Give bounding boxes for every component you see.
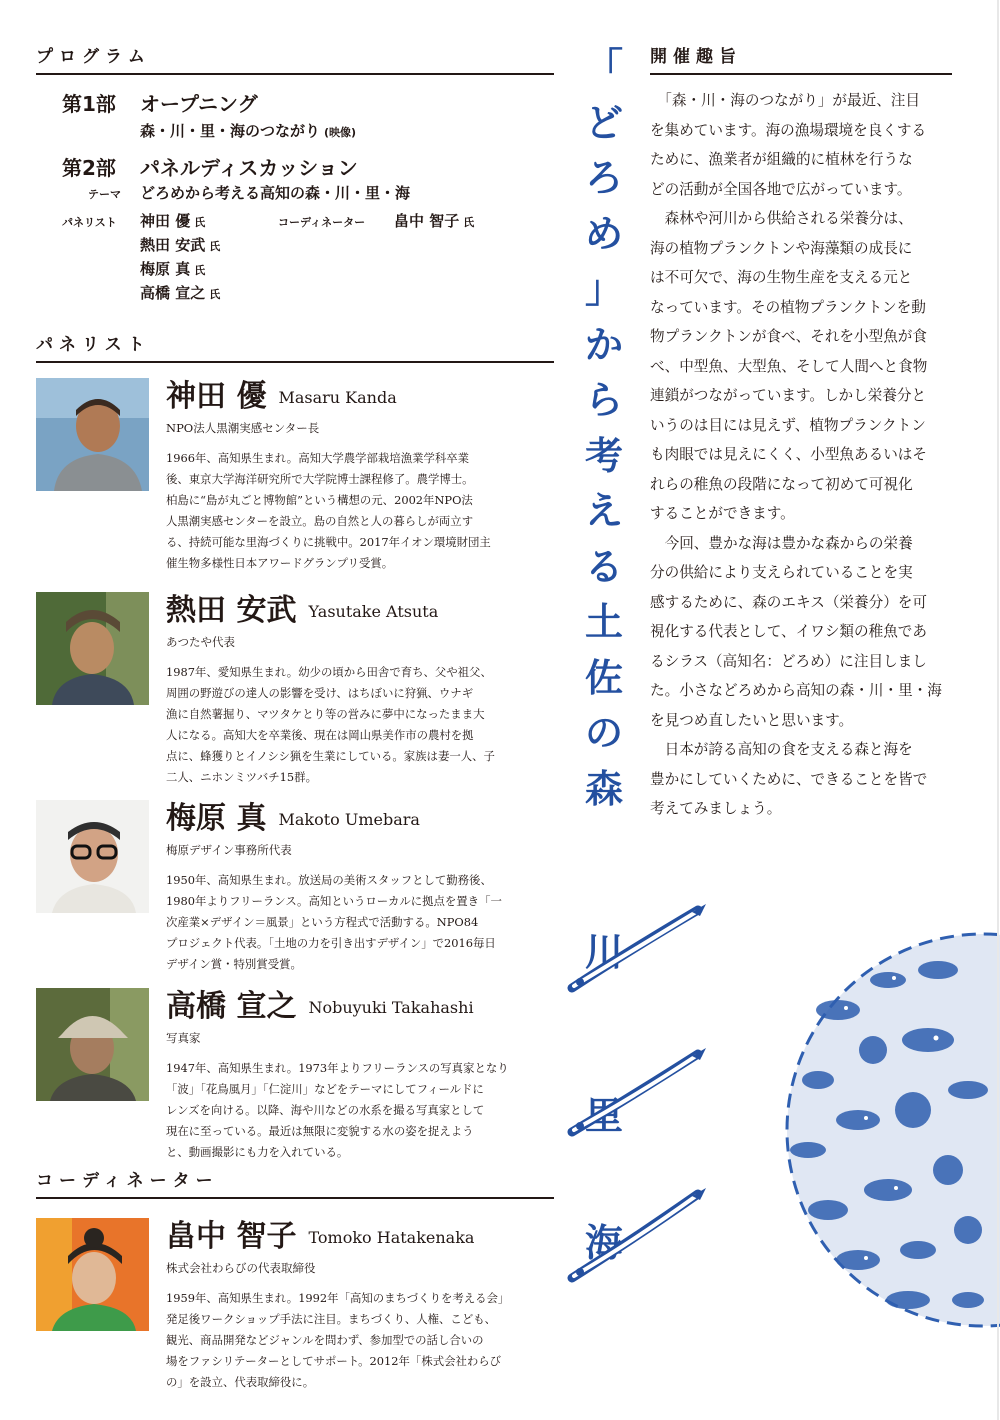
part2-title: パネルディスカッション [140, 156, 358, 180]
bio-line: 次産業×デザイン＝風景」という方程式で活動する。NPO84 [166, 915, 479, 929]
panelist-card [36, 800, 556, 970]
honorific: 氏 [463, 216, 475, 229]
panelist-bio [166, 662, 556, 788]
bio-line: 発足後ワークショップ手法に注目。まちづくり、人権、こども、 [166, 1312, 496, 1326]
title-char: か [584, 322, 623, 367]
title-char: 海 [584, 1221, 623, 1265]
bio-line: る、持続可能な里海づくりに挑戦中。2017年イオン環境財団主 [166, 535, 491, 549]
program-panelist-3 [140, 258, 205, 279]
roman-name: Nobuyuki Takahashi [308, 998, 474, 1017]
coordinator-bio [166, 1288, 556, 1393]
name-text: 高橋 宣之 [166, 989, 297, 1024]
name-text: 梅原 真 [166, 801, 267, 836]
program-coordinator [394, 210, 474, 231]
panelist-photo-umebara [36, 800, 149, 913]
title-char: え [584, 489, 623, 533]
bio-line: 漁に自然薯掘り、マツタケとり等の営みに夢中になったまま大 [166, 707, 485, 721]
body-line: 感するために、森のエキス（栄養分）を可 [650, 593, 927, 611]
body-line: を集めています。海の漁場環境を良くする [650, 121, 927, 139]
body-line: いうのは目には見えず、植物プランクトン [650, 416, 926, 434]
bio-line: 1959年、高知県生まれ。1992年「高知のまちづくりを考える会」 [166, 1291, 510, 1305]
coordinator-name [166, 1218, 474, 1257]
bio-line: 1987年、愛知県生まれ。幼少の頃から田舎で育ち、父や祖父、 [166, 665, 492, 679]
body-line: べ、中型魚、大型魚、そして人間へと食物 [650, 357, 928, 375]
title-char: ら [584, 378, 623, 422]
panelist-photo-atsuta [36, 592, 149, 705]
panelist-card [36, 378, 556, 568]
theme-label: テーマ [88, 188, 121, 201]
part1-sub-text: 森・川・里・海のつながり [140, 122, 321, 140]
panelist-bio [166, 448, 556, 574]
bio-line: プロジェクト代表。「土地の力を引き出すデザイン」で2016毎日 [166, 936, 496, 950]
honorific: 氏 [209, 288, 221, 301]
bio-line: 柏島に“島が丸ごと博物館”という構想の元、2002年NPO法 [166, 493, 473, 507]
bio-line: 人になる。高知大を卒業後、現在は岡山県美作市の農村を拠 [166, 728, 474, 742]
program-panelist-name: 梅原 真 [140, 260, 191, 278]
fish-icon [560, 900, 710, 1000]
part1-title: オープニング [140, 92, 258, 116]
part2-label: 第2部 [62, 156, 116, 180]
body-line: 豊かにしていくために、できることを皆で [650, 770, 928, 788]
title-char: め [584, 211, 623, 256]
bio-line: 人黒潮実感センターを設立。島の自然と人の暮らしが両立す [166, 514, 474, 528]
panelist-title: あつたや代表 [166, 635, 235, 649]
body-line: することができます。 [650, 505, 795, 522]
title-char: る [584, 544, 623, 589]
body-line: 物プランクトンが食べ、それを小型魚が食 [650, 328, 927, 345]
bio-line: 1980年よりフリーランス。高知というローカルに拠点を置き「一 [166, 894, 502, 908]
bio-line: 1950年、高知県生まれ。放送局の美術スタッフとして勤務後、 [166, 873, 492, 887]
roman-name: Yasutake Atsuta [308, 602, 439, 621]
bio-line: 場をファシリテーターとしてサポート。2012年「株式会社わらび [166, 1354, 502, 1368]
bio-line: 「波」「花鳥風月」「仁淀川」などをテーマにしてフィールドに [166, 1082, 484, 1096]
bio-line: 現在に至っている。最近は無限に変貌する水の姿を捉えよう [166, 1124, 474, 1138]
body-line: を見つめ直したいと思います。 [650, 711, 854, 729]
title-char: 里 [584, 1093, 623, 1138]
roman-name: Tomoko Hatakenaka [308, 1228, 475, 1247]
title-char: 土 [584, 600, 623, 644]
panelist-name [166, 800, 420, 839]
panelist-label: パネリスト [62, 216, 117, 229]
program-panelist-2 [140, 234, 220, 255]
panelist-card [36, 592, 556, 782]
program-heading: プログラム [36, 42, 554, 75]
bio-line: 観光、商品開発などジャンルを問わず、参加型での話し合いの [166, 1333, 484, 1347]
bio-line: と、動画撮影にも力を入れている。 [166, 1145, 349, 1159]
body-line: 今回、豊かな海は豊かな森からの栄養 [650, 534, 913, 552]
program-panelist-4 [140, 282, 220, 303]
coordinator-heading: コーディネーター [36, 1166, 554, 1199]
coordinator-label: コーディネーター [278, 216, 366, 229]
coordinator-card [36, 1218, 556, 1388]
panelist-name [166, 378, 397, 417]
panelist-bio [166, 870, 556, 975]
body-line: 連鎖がつながっています。しかし栄養分と [650, 387, 927, 404]
name-text: 畠中 智子 [166, 1219, 297, 1254]
name-text: 神田 優 [166, 379, 267, 414]
purpose-heading: 開催趣旨 [650, 42, 952, 75]
body-line: 日本が誇る高知の食を支える森と海を [650, 741, 913, 758]
coordinator-photo-hatakenaka [36, 1218, 149, 1331]
body-line: 分の供給により支えられていることを実 [650, 564, 913, 581]
title-char: 「 [584, 45, 623, 89]
purpose-body [650, 86, 960, 824]
bio-line: レンズを向ける。以降、海や川などの水系を撮る写真家として [166, 1103, 485, 1117]
program-panelist-name: 熱田 安武 [140, 236, 206, 254]
body-line: 視化する代表として、イワシ類の稚魚であ [650, 623, 927, 640]
roman-name: Makoto Umebara [278, 810, 420, 829]
roman-name: Masaru Kanda [278, 388, 397, 407]
body-line: るシラス（高知名：どろめ）に注目しまし [650, 652, 927, 670]
part1-sub-note: (映像) [324, 126, 357, 139]
panelist-title: NPO法人黒潮実感センター長 [166, 421, 320, 435]
panelist-name [166, 988, 474, 1027]
honorific: 氏 [194, 216, 206, 229]
body-line: 「森・川・海のつながり」が最近、注目 [650, 92, 920, 109]
panelist-title: 写真家 [166, 1031, 201, 1045]
title-char: 佐 [584, 655, 623, 700]
body-line: 考えてみましょう。 [650, 800, 782, 817]
fish-icon [560, 1180, 710, 1290]
bio-line: 催生物多様性日本アワードグランプリ受賞。 [166, 556, 394, 570]
bio-line: 1966年、高知県生まれ。高知大学農学部栽培漁業学科卒業 [166, 451, 470, 465]
fish-icon [560, 1040, 710, 1140]
bio-line: の」を設立、代表取締役に。 [166, 1375, 315, 1389]
title-char: ど [584, 100, 623, 145]
body-line: れらの稚魚の段階になって初めて可視化 [650, 475, 913, 493]
page-edge [997, 0, 999, 1420]
panelist-photo-kanda [36, 378, 149, 491]
bio-line: 後、東京大学海洋研究所で大学院博士課程修了。農学博士。 [166, 472, 474, 486]
title-char: 」 [584, 267, 623, 311]
panelist-card [36, 988, 556, 1158]
body-line: なっています。その植物プランクトンを動 [650, 298, 926, 316]
program-panelist-name: 高橋 宣之 [140, 284, 206, 302]
panelist-name [166, 592, 438, 631]
panelists-heading: パネリスト [36, 330, 554, 363]
panelist-photo-takahashi [36, 988, 149, 1101]
coordinator-title: 株式会社わらびの代表取締役 [166, 1261, 316, 1275]
title-char: ろ [584, 156, 623, 200]
title-char: 考 [584, 433, 623, 478]
title-char: 川 [584, 930, 623, 974]
body-line: 森林や河川から供給される栄養分は、 [650, 210, 913, 227]
body-line: どの活動が全国各地で広がっています。 [650, 180, 912, 198]
body-line: は不可欠で、海の生物生産を支える元と [650, 269, 913, 286]
title-char: の [584, 711, 623, 755]
bio-line: 周囲の野遊びの達人の影響を受け、はちぼいに狩猟、ウナギ [166, 686, 474, 700]
bio-line: 二人、ニホンミツバチ15群。 [166, 770, 317, 784]
program-coordinator-name: 畠中 智子 [394, 212, 460, 230]
program-panelist-1 [140, 210, 205, 231]
body-line: た。小さなどろめから高知の森・川・里・海 [650, 682, 942, 699]
body-line: 海の植物プランクトンや海藻類の成長に [650, 239, 913, 257]
bio-line: 1947年、高知県生まれ。1973年よりフリーランスの写真家となり [166, 1061, 509, 1075]
program-panelist-name: 神田 優 [140, 212, 191, 230]
body-line: ために、漁業者が組織的に植林を行うな [650, 151, 913, 168]
honorific: 氏 [194, 264, 206, 277]
title-char: 森 [584, 766, 623, 811]
panelist-bio [166, 1058, 556, 1163]
part1-label: 第1部 [62, 92, 116, 116]
panelist-title: 梅原デザイン事務所代表 [166, 843, 292, 857]
theme-text: どろめから考える高知の森・川・里・海 [140, 184, 411, 202]
honorific: 氏 [209, 240, 221, 253]
part1-sub [140, 120, 356, 141]
body-line: も肉眼では見えにくく、小型魚あるいはそ [650, 446, 927, 463]
bio-line: デザイン賞・特別賞受賞。 [166, 957, 302, 971]
name-text: 熱田 安武 [166, 593, 297, 628]
sea-creatures-circle-icon [778, 930, 1000, 1340]
bio-line: 点に、蜂獲りとイノシシ猟を生業にしている。家族は妻一人、子 [166, 749, 495, 763]
